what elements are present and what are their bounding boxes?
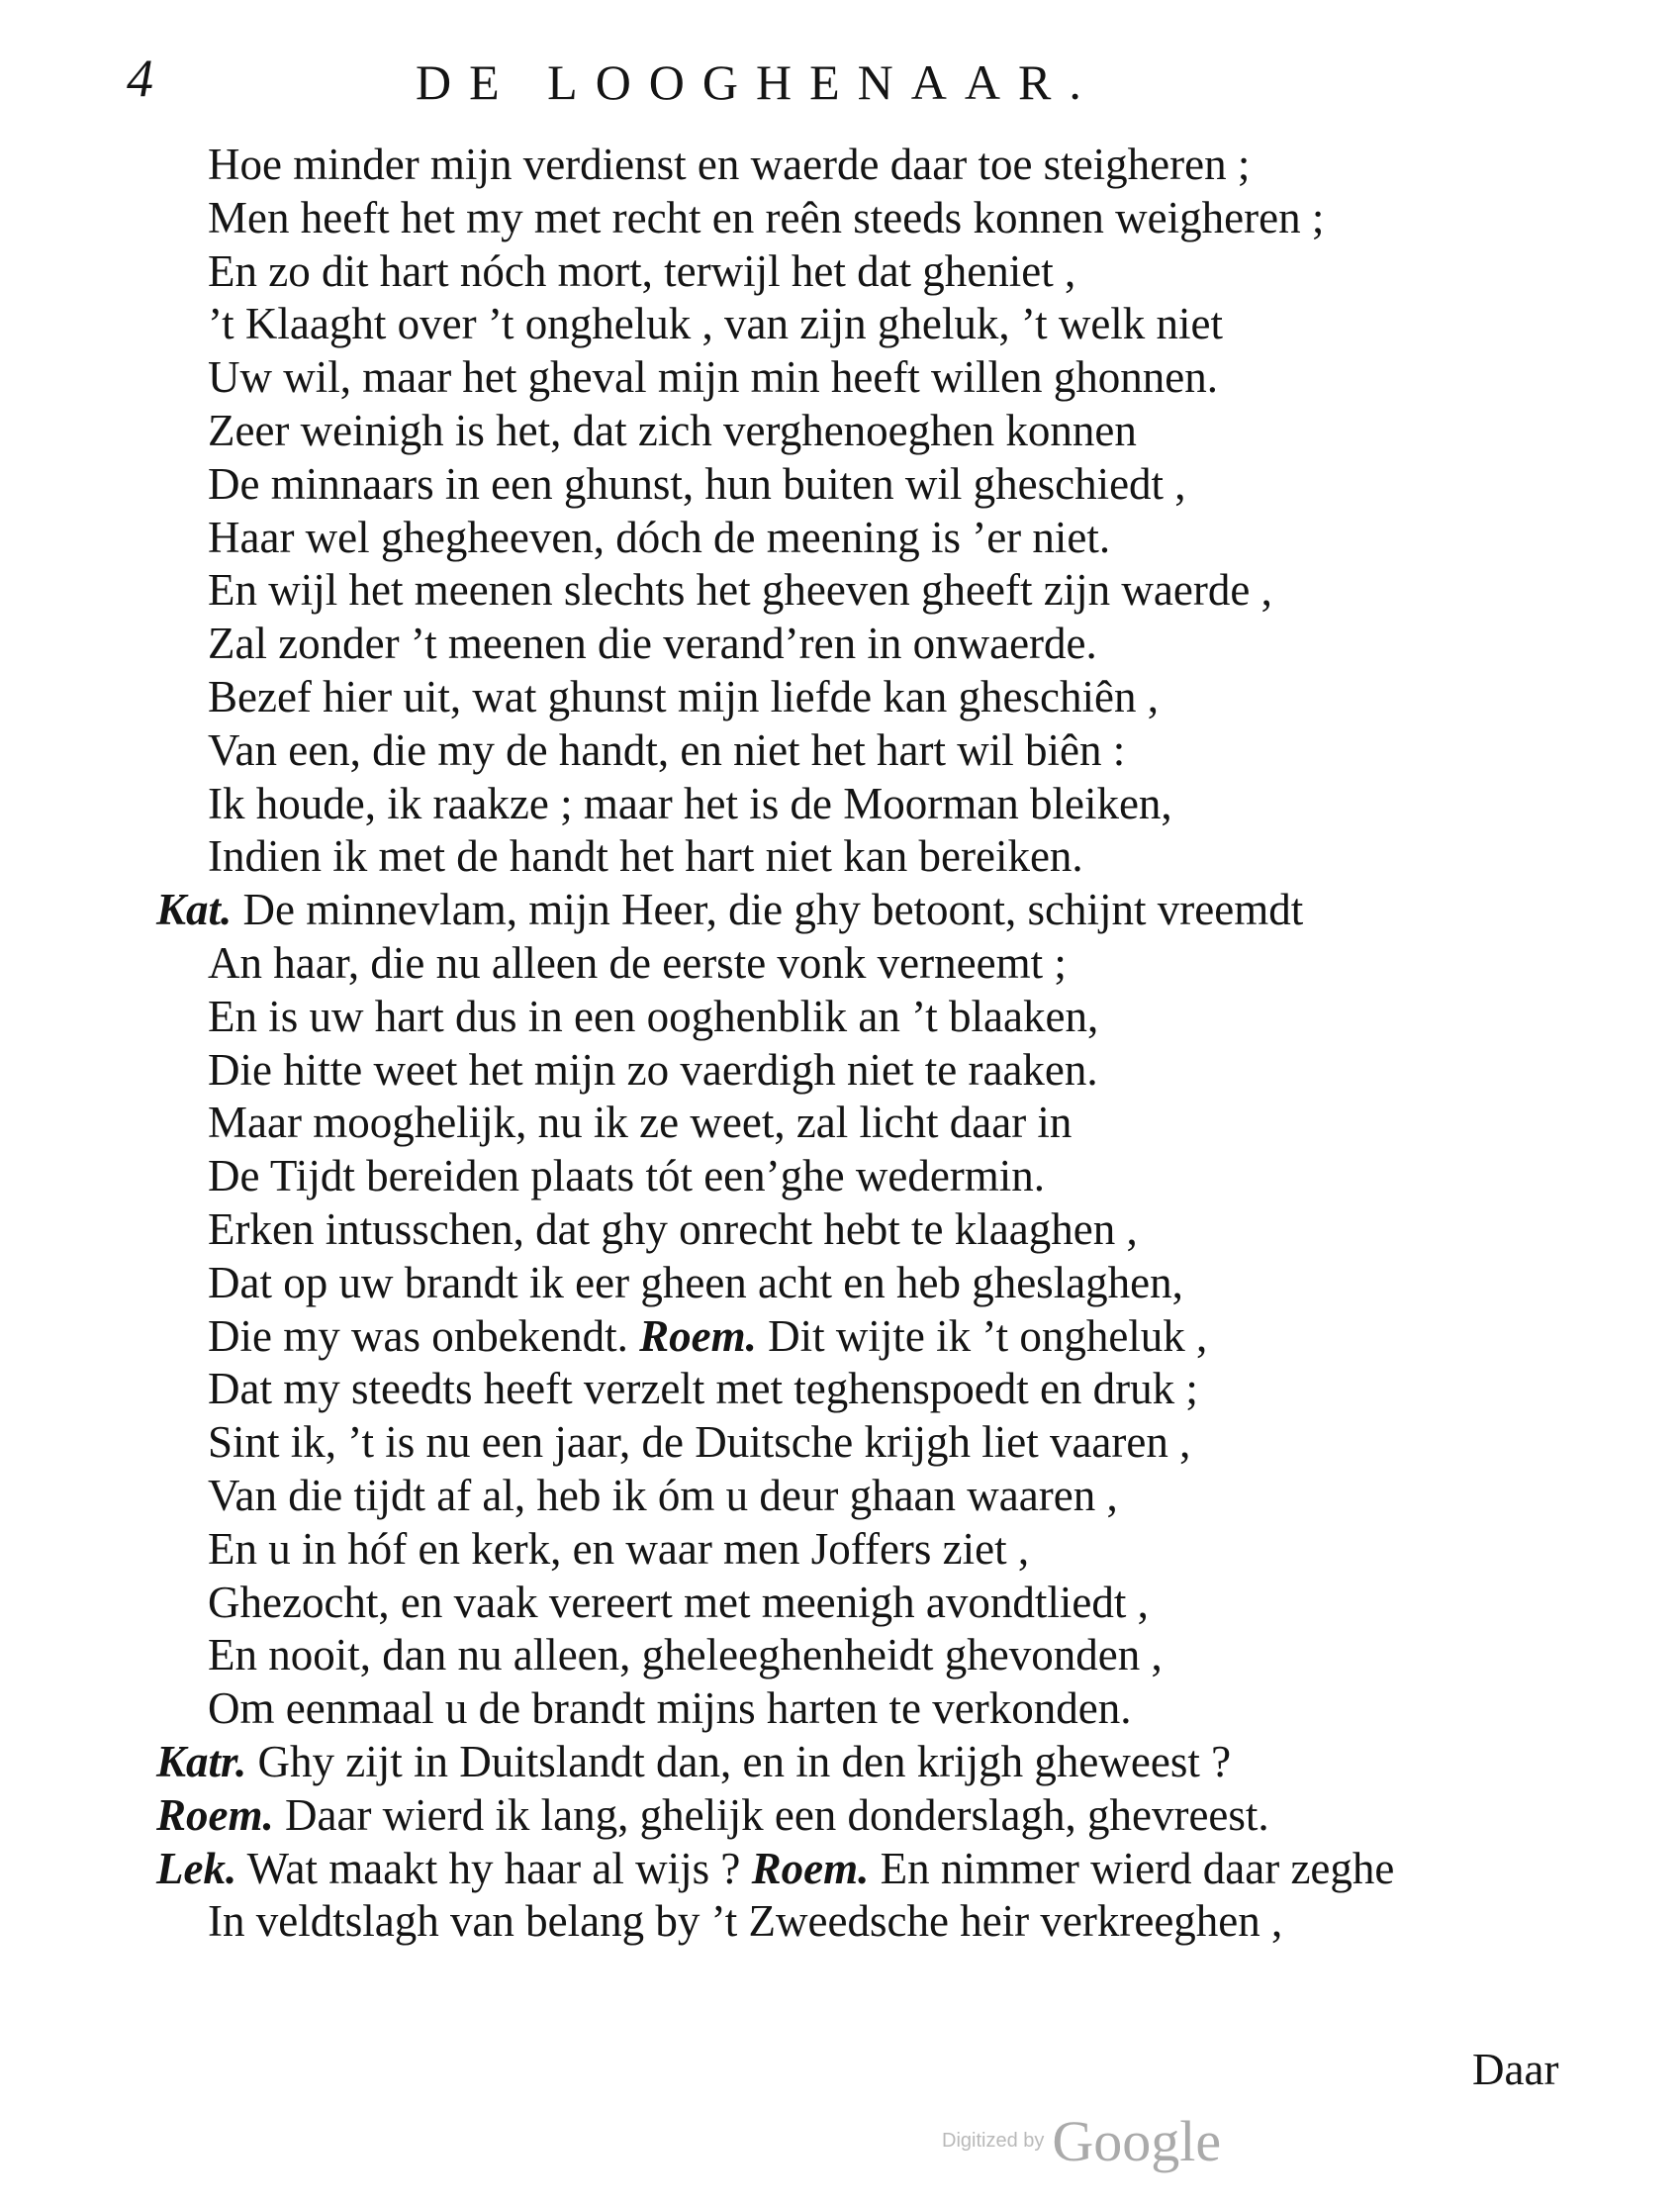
running-title: DE LOOGHENAAR. bbox=[416, 54, 1099, 110]
verse-line-text: En is uw hart dus in een ooghenblik an ’t blaaken, bbox=[208, 991, 1099, 1041]
verse-line bbox=[208, 1577, 1149, 1628]
verse-line-text: Men heeft het my met recht en reên steeds konnen weigheren ; bbox=[208, 192, 1325, 242]
speaker-name: Katr. bbox=[156, 1737, 247, 1786]
verse-line bbox=[208, 991, 1098, 1042]
verse-line-text: En wijl het meenen slechts het gheeven gheeft zijn waerde , bbox=[208, 565, 1272, 616]
speaker-name: Roem. bbox=[751, 1843, 870, 1893]
verse-line bbox=[208, 1629, 1163, 1680]
verse-line-text: Bezef hier uit, wat ghunst mijn liefde kan gheschiên , bbox=[208, 672, 1159, 721]
verse-line-text: Zal zonder ’t meenen die verand’ren in onwaerde. bbox=[208, 619, 1097, 669]
speaker-name: Roem. bbox=[156, 1789, 274, 1840]
verse-line-text: Erken intusschen, dat ghy onrecht hebt te klaaghen , bbox=[208, 1204, 1138, 1254]
verse-line-text: Daar wierd ik lang, ghelijk een donderslagh, ghevreest. bbox=[285, 1789, 1269, 1840]
verse-line-text: Ik houde, ik raakze ; maar het is de Moorman bleiken, bbox=[208, 778, 1172, 828]
verse-line-text: Hoe minder mijn verdienst en waerde daar toe steigheren ; bbox=[208, 140, 1251, 189]
verse-line-text: Die hitte weet het mijn zo vaerdigh niet te raaken. bbox=[208, 1044, 1098, 1095]
verse-line bbox=[208, 458, 1186, 510]
verse-line-text: De minnaars in een ghunst, hun buiten wil gheschiedt , bbox=[208, 458, 1186, 509]
verse-line bbox=[208, 405, 1137, 456]
verse-line-text: Sint ik, ’t is nu een jaar, de Duitsche krijgh liet vaaren , bbox=[208, 1417, 1191, 1468]
verse-line bbox=[208, 1044, 1098, 1096]
watermark-prefix: Digitized by bbox=[942, 2130, 1045, 2152]
verse-line bbox=[208, 351, 1218, 403]
verse-line bbox=[208, 1363, 1198, 1414]
verse-line bbox=[208, 1150, 1045, 1201]
verse-line-text: Van die tijdt af al, heb ik óm u deur ghaan waaren , bbox=[208, 1471, 1118, 1520]
verse-line-text: ’t Klaaght over ’t ongheluk , van zijn gheluk, ’t welk niet bbox=[208, 299, 1224, 349]
verse-line-text: Ghy zijt in Duitslandt dan, en in den krijgh gheweest ? bbox=[257, 1737, 1232, 1786]
verse-line-text: In veldtslagh van belang by ’t Zweedsche heir verkreeghen , bbox=[208, 1896, 1283, 1947]
speaker-name: Roem. bbox=[639, 1310, 757, 1361]
verse-line-text: De minnevlam, mijn Heer, die ghy betoont, schijnt vreemdt bbox=[242, 885, 1304, 935]
page-number: 4 bbox=[127, 48, 153, 108]
speaker-name: Lek. bbox=[156, 1843, 237, 1893]
verse-line bbox=[156, 884, 1303, 935]
verse-line bbox=[208, 1097, 1072, 1148]
verse-line-text: Maar mooghelijk, nu ik ze weet, zal licht daar in bbox=[208, 1098, 1073, 1148]
verse-line bbox=[208, 245, 1075, 297]
verse-line-text: Dit wijte ik ’t ongheluk , bbox=[768, 1310, 1208, 1361]
verse-line bbox=[208, 671, 1159, 722]
verse-line bbox=[208, 139, 1250, 190]
verse-line-text: En nooit, dan nu alleen, gheleeghenheidt ghevonden , bbox=[208, 1630, 1163, 1680]
verse-line-text: En zo dit hart nóch mort, terwijl het dat gheniet , bbox=[208, 245, 1076, 296]
verse-line bbox=[208, 1203, 1138, 1255]
verse-line bbox=[208, 1416, 1190, 1468]
verse-line-text: Uw wil, maar het gheval mijn min heeft willen ghonnen. bbox=[208, 352, 1219, 403]
verse-line bbox=[208, 937, 1067, 989]
verse-line-text: Zeer weinigh is het, dat zich verghenoeghen konnen bbox=[208, 406, 1137, 455]
verse-line bbox=[208, 1682, 1131, 1734]
verse-line-text: Indien ik met de handt het hart niet kan bereiken. bbox=[208, 831, 1083, 882]
verse-line-text: Wat maakt hy haar al wijs ? bbox=[246, 1843, 741, 1893]
verse-line bbox=[156, 1736, 1231, 1787]
verse-line-text: Dat my steedts heeft verzelt met teghenspoedt en druk ; bbox=[208, 1364, 1198, 1414]
google-logo: Google bbox=[1052, 2109, 1222, 2173]
verse-line bbox=[208, 298, 1223, 349]
verse-line-text: Die my was onbekendt. bbox=[208, 1310, 628, 1361]
verse-line-text: Van een, die my de handt, en niet het hart wil biên : bbox=[208, 724, 1126, 775]
verse-line bbox=[156, 1843, 1394, 1894]
verse-line-text: En nimmer wierd daar zeghe bbox=[880, 1843, 1395, 1893]
verse-line bbox=[208, 830, 1083, 882]
digitized-by-watermark bbox=[942, 2108, 1222, 2173]
verse-line bbox=[156, 1789, 1269, 1841]
verse-line-text: Haar wel ghegheeven, dóch de meening is ’er niet. bbox=[208, 512, 1111, 562]
verse-line bbox=[208, 1257, 1183, 1308]
verse-line bbox=[208, 192, 1324, 243]
verse-line bbox=[208, 1470, 1118, 1521]
verse-line-text: Ghezocht, en vaak vereert met meenigh avondtliedt , bbox=[208, 1577, 1149, 1627]
verse-line bbox=[208, 724, 1125, 776]
verse-line bbox=[208, 1895, 1282, 1947]
verse-line bbox=[208, 778, 1172, 829]
catchword: Daar bbox=[1472, 2045, 1559, 2094]
verse-line bbox=[208, 1523, 1029, 1575]
verse-line-text: Dat op uw brandt ik eer gheen acht en heb gheslaghen, bbox=[208, 1257, 1183, 1307]
verse-line-text: En u in hóf en kerk, en waar men Joffers ziet , bbox=[208, 1523, 1030, 1574]
verse-line bbox=[208, 564, 1272, 616]
verse-line-text: De Tijdt bereiden plaats tót een’ghe wedermin. bbox=[208, 1151, 1046, 1201]
verse-line-text: An haar, die nu alleen de eerste vonk verneemt ; bbox=[208, 938, 1067, 988]
speaker-name: Kat. bbox=[156, 885, 233, 935]
verse-line bbox=[208, 618, 1097, 669]
verse-line-text: Om eenmaal u de brandt mijns harten te verkonden. bbox=[208, 1683, 1132, 1734]
verse-line bbox=[208, 512, 1110, 563]
verse-line bbox=[208, 1310, 1207, 1362]
